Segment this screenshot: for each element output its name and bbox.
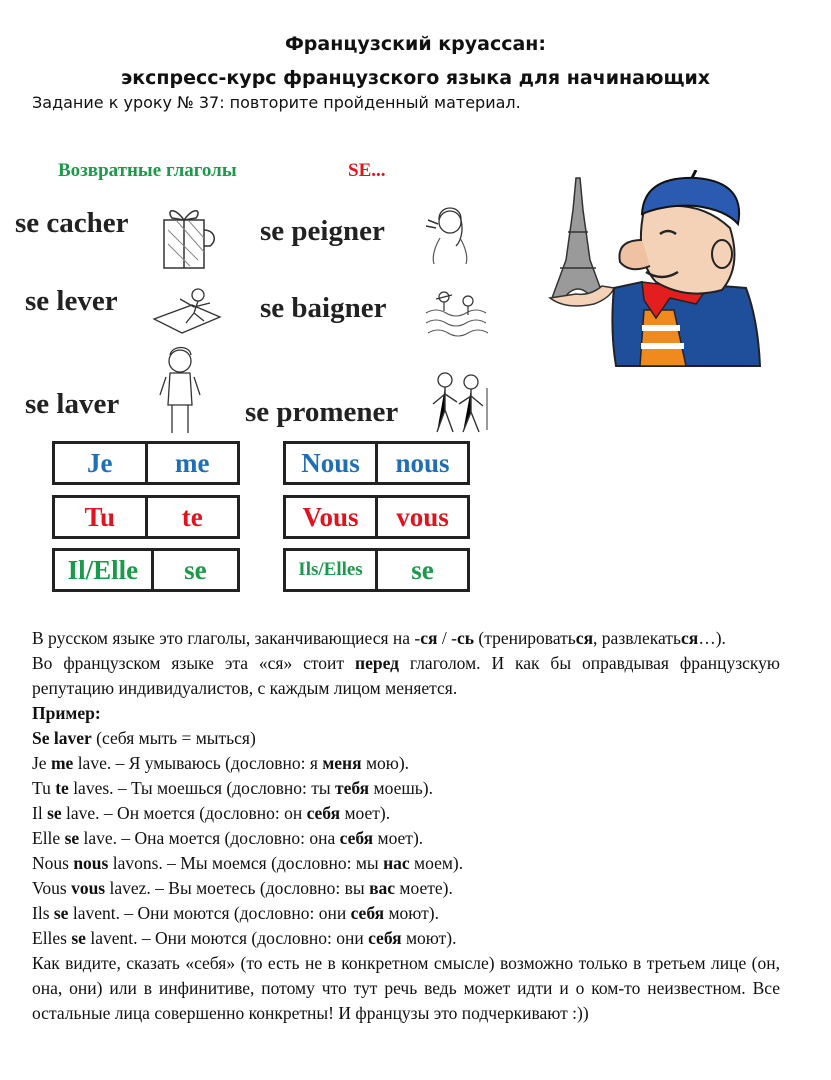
pronoun-il-elle: Il/Elle <box>67 554 139 585</box>
reflexive-nous: nous <box>375 444 467 482</box>
page-subtitle: экспресс-курс французского языка для начинающих <box>120 67 711 89</box>
verb-se-laver: se laver <box>25 388 120 420</box>
boy-washing-icon <box>158 343 204 437</box>
example-nous: Nous nous lavons. – Мы моемся (дословно: мы нас моем). <box>32 853 464 873</box>
figure-heading-reflexive: Возвратные глаголы <box>58 160 237 181</box>
people-bathing-icon <box>422 283 492 341</box>
example-il: Il se lave. – Он моется (дословно: он себя моет). <box>32 803 391 823</box>
example-elles: Elles se lavent. – Они моются (дословно: они себя моют). <box>32 928 457 948</box>
pronoun-row-vous <box>283 495 470 539</box>
page-title: Французский круассан: <box>284 33 547 55</box>
reflexive-te: te <box>145 498 238 536</box>
paragraph-intro: В русском языке это глаголы, заканчивающиеся на -ся / -сь (тренироваться, развлекаться…). <box>32 628 726 648</box>
pronoun-vous: Vous <box>302 501 359 532</box>
people-walking-icon <box>425 368 495 436</box>
pronoun-row-il-elle <box>52 548 240 592</box>
verb-se-baigner: se baigner <box>260 292 387 324</box>
lesson-body <box>32 626 780 1026</box>
example-elle: Elle se lave. – Она моется (дословно: она себя моет). <box>32 828 424 848</box>
reflexive-me: me <box>145 444 238 482</box>
verb-se-lever: se lever <box>25 285 118 317</box>
frenchman-eiffel-tower-illustration <box>546 170 766 370</box>
example-tu: Tu te laves. – Ты моешься (дословно: ты тебя моешь). <box>32 778 433 798</box>
example-vous: Vous vous lavez. – Вы моетесь (дословно: вы вас моете). <box>32 878 453 898</box>
pronoun-row-nous <box>283 441 470 485</box>
task-text: Задание к уроку № 37: повторите пройденный материал. <box>32 93 521 112</box>
paragraph-french-order: Во французском языке эта «ся» стоит перед глаголом. И как бы оправдывая французскую репутацию индивидуалистов, с каждым лицом меняется. <box>32 653 780 698</box>
example-label: Пример: <box>32 703 101 723</box>
example-je: Je me lave. – Я умываюсь (дословно: я меня мою). <box>32 753 410 773</box>
girl-combing-hair-icon <box>420 198 480 266</box>
pronoun-ils-elles: Ils/Elles <box>298 559 363 580</box>
person-waking-up-icon <box>150 283 226 337</box>
paragraph-conclusion: Как видите, сказать «себя» (то есть не в конкретном смысле) возможно только в третьем лице (он, она, они) или в инфинитиве, потому что тут речь ведь может идти и о ком-то неизвестном. Все остальные лица совершенно конкретны! И французы это подчеркивают :)) <box>32 953 780 1023</box>
pronoun-nous: Nous <box>301 447 360 478</box>
example-ils: Ils se lavent. – Они моются (дословно: они себя моют). <box>32 903 440 923</box>
reflexive-se-plural: se <box>375 551 467 589</box>
example-infinitive: Se laver (себя мыть = мыться) <box>32 728 256 748</box>
pronoun-row-tu <box>52 495 240 539</box>
reflexive-vous: vous <box>375 498 467 536</box>
verb-se-cacher: se cacher <box>15 207 129 239</box>
verb-se-promener: se promener <box>245 396 399 428</box>
gift-box-icon <box>158 200 222 272</box>
pronoun-tu: Tu <box>84 501 116 532</box>
pronoun-row-ils-elles <box>283 548 470 592</box>
reflexive-se-singular: se <box>151 551 237 589</box>
pronoun-je: Je <box>87 447 113 478</box>
verb-se-peigner: se peigner <box>260 215 385 247</box>
pronoun-row-je <box>52 441 240 485</box>
figure-heading-se: SE... <box>348 160 386 181</box>
